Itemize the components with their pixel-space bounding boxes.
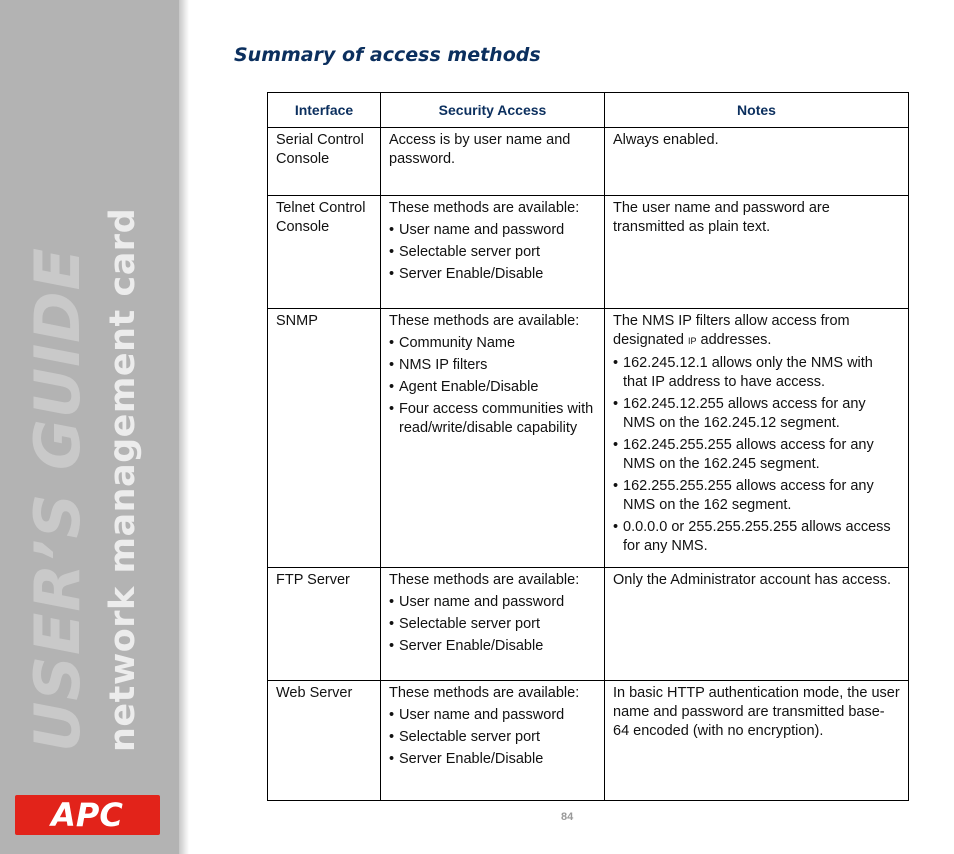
security-list [389, 706, 596, 769]
table-header-row [268, 93, 909, 128]
table-row [268, 309, 909, 568]
notes-list [613, 354, 900, 556]
security-list [389, 221, 596, 284]
table-row [268, 568, 909, 681]
notes-cell [605, 309, 909, 568]
network-management-card-watermark: network management card [103, 207, 143, 752]
security-cell [381, 128, 605, 196]
table-row [268, 681, 909, 801]
list-item: • Selectable server port [389, 728, 596, 747]
security-cell [381, 568, 605, 681]
notes-text: In basic HTTP authentication mode, the user name and password are transmitted base-64 encoded (with no encryption). [613, 685, 900, 739]
list-item: • User name and password [389, 706, 596, 725]
list-item: • Agent Enable/Disable [389, 378, 596, 397]
interface-cell: Web Server [268, 681, 381, 801]
security-text: These methods are available: [389, 572, 580, 588]
list-item: • 162.255.255.255 allows access for any NMS on the 162 segment. [613, 477, 900, 515]
list-item: • 0.0.0.0 or 255.255.255.255 allows access for any NMS. [613, 518, 900, 556]
notes-text: Only the Administrator account has access. [613, 572, 892, 588]
security-list [389, 593, 596, 656]
interface-cell: Serial Control Console [268, 128, 381, 196]
security-cell [381, 681, 605, 801]
table-row [268, 196, 909, 309]
notes-cell [605, 568, 909, 681]
list-item: • Server Enable/Disable [389, 750, 596, 769]
notes-cell [605, 196, 909, 309]
notes-cell [605, 128, 909, 196]
table-row [268, 128, 909, 196]
list-item: • 162.245.255.255 allows access for any NMS on the 162.245 segment. [613, 436, 900, 474]
list-item: • User name and password [389, 593, 596, 612]
interface-cell: SNMP [268, 309, 381, 568]
header-notes: Notes [605, 93, 909, 128]
list-item: • Selectable server port [389, 243, 596, 262]
security-text: Access is by user name and password. [389, 132, 571, 167]
list-item: • Community Name [389, 334, 596, 353]
list-item: • 162.245.12.1 allows only the NMS with that IP address to have access. [613, 354, 900, 392]
list-item: • Selectable server port [389, 615, 596, 634]
security-cell [381, 196, 605, 309]
security-cell [381, 309, 605, 568]
users-guide-watermark: USER’S GUIDE [21, 246, 94, 752]
header-interface: Interface [268, 93, 381, 128]
security-text: These methods are available: [389, 200, 580, 216]
list-item: • User name and password [389, 221, 596, 240]
apc-logo [15, 795, 160, 840]
list-item: • Server Enable/Disable [389, 265, 596, 284]
interface-cell: FTP Server [268, 568, 381, 681]
notes-text: The user name and password are transmitted as plain text. [613, 200, 830, 235]
list-item: • Four access communities with read/write/disable capability [389, 400, 596, 438]
sidebar-shadow [179, 0, 189, 854]
interface-cell: Telnet Control Console [268, 196, 381, 309]
notes-text: Always enabled. [613, 132, 719, 148]
notes-text-part: The NMS IP filters allow access from designated [613, 313, 850, 348]
header-security-access: Security Access [381, 93, 605, 128]
security-text: These methods are available: [389, 313, 580, 329]
list-item: • 162.245.12.255 allows access for any NMS on the 162.245.12 segment. [613, 395, 900, 433]
notes-text [613, 312, 900, 351]
notes-cell [605, 681, 909, 801]
section-title: Summary of access methods [234, 44, 541, 66]
apc-logo-text: APC [51, 796, 123, 834]
page-number: 84 [561, 811, 574, 823]
access-methods-table [267, 92, 909, 801]
ip-small-caps: IP [687, 336, 697, 346]
list-item: • Server Enable/Disable [389, 637, 596, 656]
security-list [389, 334, 596, 438]
security-text: These methods are available: [389, 685, 580, 701]
notes-text-part: addresses. [700, 332, 772, 348]
list-item: • NMS IP filters [389, 356, 596, 375]
